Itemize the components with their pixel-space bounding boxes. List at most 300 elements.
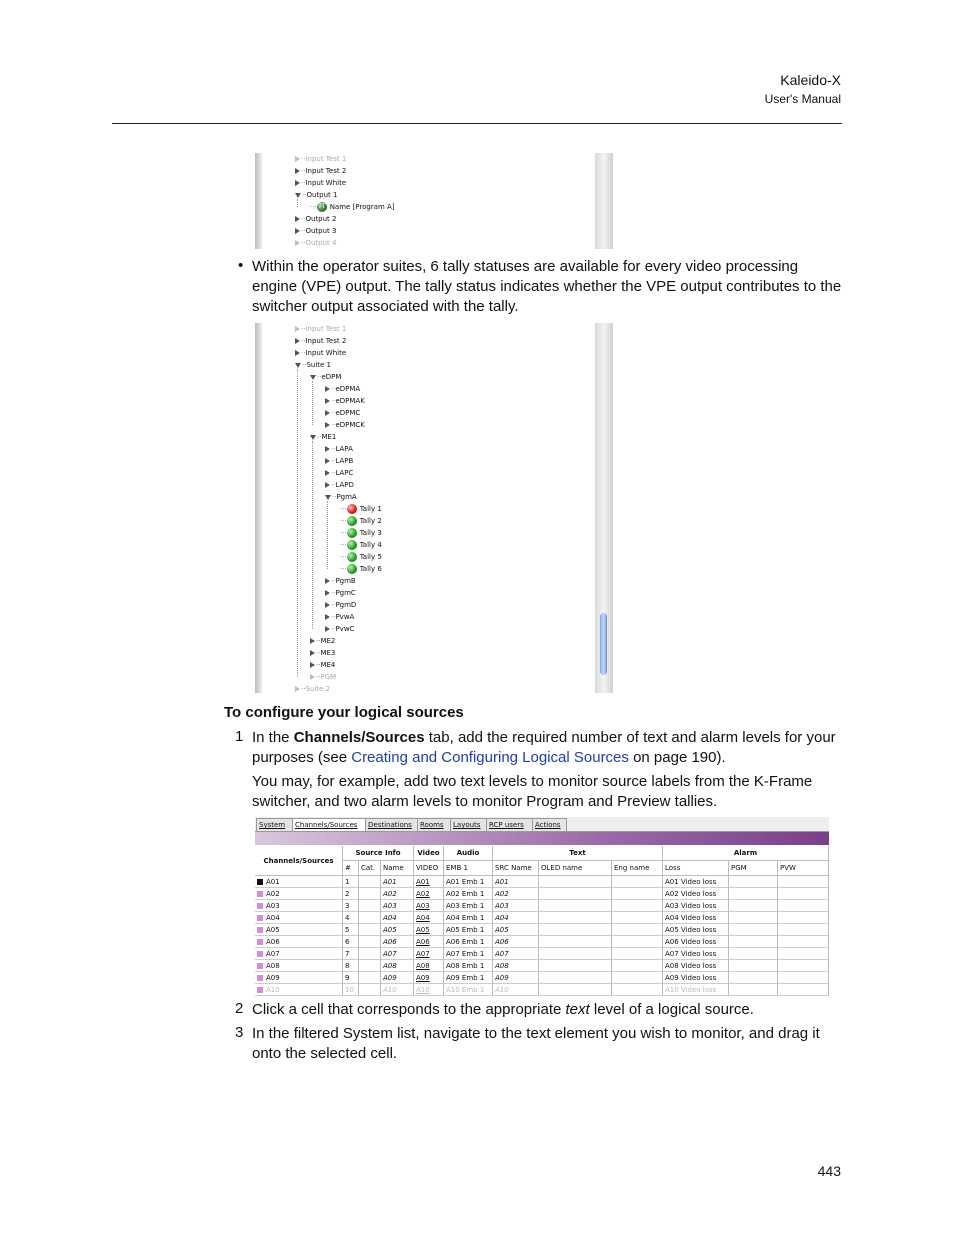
tree-node[interactable] <box>295 335 346 347</box>
tree-node-label: Tally 5 <box>359 553 382 561</box>
collapsed-arrow-icon[interactable] <box>295 326 300 332</box>
collapsed-arrow-icon[interactable] <box>325 470 330 476</box>
grid-cell-empty[interactable] <box>612 912 663 924</box>
tree-node-label: Input White <box>305 349 347 357</box>
tree-connector: ··· <box>340 565 347 573</box>
bullet-dot: • <box>238 257 244 274</box>
grid-cell-empty[interactable] <box>539 984 612 996</box>
grid-cell-n[interactable] <box>343 984 359 996</box>
grid-cell-text: A03 <box>416 902 430 910</box>
tree-left-edge <box>255 153 262 249</box>
grid-column-header[interactable]: Name <box>381 861 414 876</box>
grid-cell-emb[interactable] <box>444 960 493 972</box>
tree-scrollbar[interactable] <box>595 323 613 693</box>
grid-cell-video[interactable] <box>414 912 444 924</box>
grid-cell-name[interactable] <box>381 984 414 996</box>
grid-cell-video[interactable] <box>414 900 444 912</box>
source-color-swatch <box>257 891 263 897</box>
grid-cell-empty[interactable] <box>778 960 829 972</box>
grid-column-header[interactable]: Loss <box>663 861 729 876</box>
grid-cell-src[interactable] <box>493 876 539 888</box>
grid-column-header[interactable]: VIDEO <box>414 861 444 876</box>
collapsed-arrow-icon[interactable] <box>325 398 330 404</box>
bullet-paragraph: Within the operator suites, 6 tally statuses are available for every video processing engine (VPE) output. The tally status indicates whether the VPE output contributes to the switcher output associated with the tally. <box>252 258 842 315</box>
step-2-emphasis: text <box>565 1001 590 1018</box>
grid-cell-emb[interactable] <box>444 912 493 924</box>
grid-cell-emb[interactable] <box>444 900 493 912</box>
collapsed-arrow-icon[interactable] <box>325 578 330 584</box>
grid-cell-n[interactable] <box>343 960 359 972</box>
tree-connector: ·· <box>331 409 336 417</box>
tab-channels-sources[interactable]: Channels/Sources <box>292 818 366 831</box>
grid-cell-empty[interactable] <box>612 936 663 948</box>
grid-cell-empty[interactable] <box>539 960 612 972</box>
tree-node[interactable] <box>325 599 356 611</box>
grid-cell-empty[interactable] <box>612 888 663 900</box>
collapsed-arrow-icon[interactable] <box>310 638 315 644</box>
collapsed-arrow-icon[interactable] <box>295 228 300 234</box>
grid-column-header[interactable]: PVW <box>778 861 829 876</box>
grid-cell-text: A03 <box>383 902 397 910</box>
grid-cell-text: A03 Video loss <box>665 902 717 910</box>
grid-cell-empty[interactable] <box>359 900 381 912</box>
grid-cell-empty[interactable] <box>729 984 778 996</box>
grid-cell-src[interactable] <box>493 960 539 972</box>
tree-connector: ·· <box>316 661 321 669</box>
grid-cell-empty[interactable] <box>778 924 829 936</box>
grid-cell-empty[interactable] <box>729 900 778 912</box>
collapsed-arrow-icon[interactable] <box>310 662 315 668</box>
grid-cell-loss[interactable] <box>663 876 729 888</box>
grid-column-header[interactable]: Cat. <box>359 861 381 876</box>
tree-node[interactable] <box>295 153 346 165</box>
grid-cell-empty[interactable] <box>359 948 381 960</box>
collapsed-arrow-icon[interactable] <box>310 674 315 680</box>
tree-node[interactable] <box>310 647 335 659</box>
grid-cell-text: 7 <box>345 950 350 958</box>
tree-connector: ·· <box>331 445 336 453</box>
grid-cell-loss[interactable] <box>663 972 729 984</box>
grid-cell-loss[interactable] <box>663 984 729 996</box>
tree-node[interactable] <box>325 623 354 635</box>
grid-cell-empty[interactable] <box>778 912 829 924</box>
grid-group-header: Source Info <box>343 846 414 861</box>
tree-node[interactable] <box>295 359 331 371</box>
grid-cell-loss[interactable] <box>663 888 729 900</box>
grid-cell-empty[interactable] <box>539 948 612 960</box>
tree-node[interactable] <box>340 563 382 575</box>
grid-cell-empty[interactable] <box>359 972 381 984</box>
tree-node-label: ME1 <box>321 433 337 441</box>
grid-cell-empty[interactable] <box>612 876 663 888</box>
grid-column-header[interactable]: OLED name <box>539 861 612 876</box>
grid-cell-empty[interactable] <box>612 972 663 984</box>
grid-corner-header: Channels/Sources <box>255 846 343 876</box>
source-color-swatch <box>257 975 263 981</box>
tab-rooms[interactable]: Rooms <box>417 818 451 831</box>
step-3-text: In the filtered System list, navigate to the text element you wish to monitor, and drag it onto the selected cell. <box>252 1025 820 1062</box>
grid-cell-empty[interactable] <box>778 876 829 888</box>
collapsed-arrow-icon[interactable] <box>295 180 300 186</box>
grid-cell-name[interactable] <box>381 960 414 972</box>
grid-cell-text: A03 Emb 1 <box>446 902 485 910</box>
grid-cell-src[interactable] <box>493 972 539 984</box>
tree-node-label: PgmA <box>336 493 357 501</box>
tree-node[interactable] <box>325 395 365 407</box>
tree-node[interactable] <box>295 323 346 335</box>
grid-cell-text: A08 <box>383 962 397 970</box>
tree-node-label: PvwA <box>335 613 355 621</box>
tab-band <box>255 832 829 845</box>
grid-cell-text: A06 <box>495 938 509 946</box>
collapsed-arrow-icon[interactable] <box>325 590 330 596</box>
tab-system[interactable]: System <box>256 818 293 831</box>
grid-cell-text: A10 <box>266 986 280 994</box>
grid-cell-empty[interactable] <box>729 972 778 984</box>
grid-cell-name[interactable] <box>381 972 414 984</box>
tree-node[interactable] <box>325 575 356 587</box>
tree-node[interactable] <box>325 419 365 431</box>
grid-cell-empty[interactable] <box>359 984 381 996</box>
grid-cell-empty[interactable] <box>359 888 381 900</box>
tree-node[interactable] <box>340 527 382 539</box>
grid-cell-text: 2 <box>345 890 350 898</box>
tree-guide-line <box>297 199 298 207</box>
step-1-tab-name: Channels/Sources <box>293 729 425 746</box>
grid-cell-empty[interactable] <box>729 948 778 960</box>
grid-cell-empty[interactable] <box>612 960 663 972</box>
step-1-pre: In the <box>252 729 294 746</box>
grid-cell-text: A02 <box>416 890 430 898</box>
grid-cell-loss[interactable] <box>663 960 729 972</box>
tree-node-label: Tally 6 <box>359 565 382 573</box>
grid-cell-src[interactable] <box>493 900 539 912</box>
collapsed-arrow-icon[interactable] <box>295 686 300 692</box>
grid-cell-text: A05 <box>495 926 509 934</box>
tab-layouts[interactable]: Layouts <box>450 818 487 831</box>
grid-cell-n[interactable] <box>343 912 359 924</box>
expanded-arrow-icon[interactable] <box>325 495 331 500</box>
grid-cell-text: A04 <box>416 914 430 922</box>
tree-node[interactable] <box>310 371 341 383</box>
grid-cell-n[interactable] <box>343 900 359 912</box>
tree-node[interactable] <box>340 551 382 563</box>
grid-cell-text: A05 <box>383 926 397 934</box>
step-1-text <box>252 728 844 768</box>
tree-connector: ·· <box>331 625 336 633</box>
grid-cell-empty[interactable] <box>359 876 381 888</box>
collapsed-arrow-icon[interactable] <box>325 386 330 392</box>
grid-cell-video[interactable] <box>414 936 444 948</box>
grid-cell-emb[interactable] <box>444 876 493 888</box>
grid-cell-empty[interactable] <box>778 936 829 948</box>
grid-column-header[interactable]: SRC Name <box>493 861 539 876</box>
tally-led-icon <box>347 504 357 514</box>
tree-connector: ·· <box>301 227 306 235</box>
tree-node[interactable] <box>340 503 382 515</box>
grid-cell-name[interactable] <box>381 876 414 888</box>
grid-column-header[interactable]: EMB 1 <box>444 861 493 876</box>
tree-node[interactable] <box>325 587 356 599</box>
grid-cell-n[interactable] <box>343 972 359 984</box>
tree-node-label: LAPC <box>335 469 354 477</box>
grid-cell-text: A09 <box>495 974 509 982</box>
grid-cell-text: A06 Video loss <box>665 938 717 946</box>
grid-cell-text: A04 Video loss <box>665 914 717 922</box>
grid-cell-id[interactable] <box>255 888 343 900</box>
tree-node[interactable] <box>295 213 336 225</box>
tree-node[interactable] <box>340 515 382 527</box>
header-subtitle: User's Manual <box>764 92 841 106</box>
grid-cell-empty[interactable] <box>539 900 612 912</box>
collapsed-arrow-icon[interactable] <box>310 650 315 656</box>
grid-cell-src[interactable] <box>493 924 539 936</box>
grid-cell-empty[interactable] <box>729 912 778 924</box>
tree-connector: ·· <box>331 589 336 597</box>
grid-column-header[interactable]: Eng name <box>612 861 663 876</box>
tree-connector: ·· <box>302 361 307 369</box>
grid-cell-empty[interactable] <box>612 900 663 912</box>
grid-cell-empty[interactable] <box>778 948 829 960</box>
grid-cell-n[interactable] <box>343 936 359 948</box>
tree-node[interactable] <box>295 165 346 177</box>
tree-node[interactable] <box>325 491 357 503</box>
grid-cell-id[interactable] <box>255 960 343 972</box>
grid-cell-id[interactable] <box>255 912 343 924</box>
tree-connector: ·· <box>316 649 321 657</box>
grid-cell-text: A07 Emb 1 <box>446 950 485 958</box>
grid-cell-text: 1 <box>345 878 350 886</box>
tree-node[interactable] <box>295 237 336 249</box>
grid-cell-emb[interactable] <box>444 924 493 936</box>
tree-connector: ·· <box>316 673 321 681</box>
grid-cell-video[interactable] <box>414 960 444 972</box>
tree-connector: ··· <box>340 505 347 513</box>
grid-cell-empty[interactable] <box>778 900 829 912</box>
expanded-arrow-icon[interactable] <box>310 375 316 380</box>
grid-cell-empty[interactable] <box>539 924 612 936</box>
grid-cell-emb[interactable] <box>444 888 493 900</box>
tree-connector: ··· <box>340 529 347 537</box>
tree-node[interactable] <box>325 443 353 455</box>
grid-cell-loss[interactable] <box>663 948 729 960</box>
cross-reference-link[interactable]: Creating and Configuring Logical Sources <box>351 749 629 766</box>
grid-cell-src[interactable] <box>493 948 539 960</box>
grid-cell-text: A10 Emb 1 <box>446 986 485 994</box>
grid-cell-text: A02 <box>266 890 280 898</box>
expanded-arrow-icon[interactable] <box>295 193 301 198</box>
grid-column-header[interactable]: PGM <box>729 861 778 876</box>
tree-node-label: Output 1 <box>306 191 338 199</box>
tree-node-label: ME3 <box>320 649 336 657</box>
tree-connector: ··· <box>340 553 347 561</box>
tree-connector: ·· <box>331 457 336 465</box>
grid-cell-loss[interactable] <box>663 924 729 936</box>
collapsed-arrow-icon[interactable] <box>295 350 300 356</box>
grid-cell-empty[interactable] <box>729 876 778 888</box>
grid-cell-empty[interactable] <box>539 876 612 888</box>
grid-cell-empty[interactable] <box>729 960 778 972</box>
step-2-number: 2 <box>235 1000 244 1017</box>
grid-cell-video[interactable] <box>414 924 444 936</box>
source-color-swatch <box>257 915 263 921</box>
tree-node-label: Tally 3 <box>359 529 382 537</box>
grid-cell-empty[interactable] <box>359 924 381 936</box>
tree-connector: ·· <box>301 155 306 163</box>
grid-cell-text: A06 Emb 1 <box>446 938 485 946</box>
expanded-arrow-icon[interactable] <box>295 363 301 368</box>
tree-node[interactable] <box>325 383 360 395</box>
tree-scrollbar[interactable] <box>595 153 613 249</box>
grid-cell-empty[interactable] <box>778 888 829 900</box>
grid-cell-loss[interactable] <box>663 900 729 912</box>
tree-node[interactable] <box>340 539 382 551</box>
grid-cell-loss[interactable] <box>663 912 729 924</box>
grid-cell-empty[interactable] <box>729 936 778 948</box>
tree-node[interactable] <box>295 189 337 201</box>
source-color-swatch <box>257 951 263 957</box>
grid-cell-id[interactable] <box>255 948 343 960</box>
grid-cell-empty[interactable] <box>539 936 612 948</box>
grid-cell-id[interactable] <box>255 972 343 984</box>
source-color-swatch <box>257 939 263 945</box>
collapsed-arrow-icon[interactable] <box>325 458 330 464</box>
tree-node[interactable] <box>310 671 336 683</box>
grid-cell-emb[interactable] <box>444 972 493 984</box>
grid-cell-empty[interactable] <box>612 984 663 996</box>
grid-cell-video[interactable] <box>414 984 444 996</box>
collapsed-arrow-icon[interactable] <box>325 614 330 620</box>
grid-cell-name[interactable] <box>381 888 414 900</box>
tab-actions[interactable]: Actions <box>532 818 567 831</box>
grid-cell-emb[interactable] <box>444 984 493 996</box>
collapsed-arrow-icon[interactable] <box>325 626 330 632</box>
expanded-arrow-icon[interactable] <box>310 435 316 440</box>
collapsed-arrow-icon[interactable] <box>325 602 330 608</box>
grid-cell-n[interactable] <box>343 876 359 888</box>
collapsed-arrow-icon[interactable] <box>295 156 300 162</box>
tab-rcp-users[interactable]: RCP users <box>486 818 533 831</box>
grid-cell-n[interactable] <box>343 924 359 936</box>
grid-cell-src[interactable] <box>493 912 539 924</box>
scrollbar-thumb[interactable] <box>600 613 607 675</box>
grid-cell-src[interactable] <box>493 936 539 948</box>
grid-group-header: Audio <box>444 846 493 861</box>
tree-connector: ·· <box>331 385 336 393</box>
tab-destinations[interactable]: Destinations <box>365 818 418 831</box>
grid-cell-text: A08 <box>495 962 509 970</box>
tree-node-label: Suite 1 <box>306 361 332 369</box>
tree-node-label: PGM <box>320 673 337 681</box>
grid-cell-name[interactable] <box>381 900 414 912</box>
grid-cell-video[interactable] <box>414 948 444 960</box>
grid-cell-video[interactable] <box>414 972 444 984</box>
grid-cell-text: A09 <box>383 974 397 982</box>
tree-connector: ·· <box>301 167 306 175</box>
collapsed-arrow-icon[interactable] <box>295 168 300 174</box>
tree-connector: ·· <box>331 397 336 405</box>
grid-cell-id[interactable] <box>255 876 343 888</box>
collapsed-arrow-icon[interactable] <box>325 482 330 488</box>
grid-cell-loss[interactable] <box>663 936 729 948</box>
tree-node[interactable] <box>325 455 353 467</box>
tree-node[interactable] <box>325 407 360 419</box>
tree-node[interactable] <box>310 201 395 213</box>
tree-node[interactable] <box>325 479 354 491</box>
tree-node-label: PvwC <box>335 625 355 633</box>
grid-cell-empty[interactable] <box>612 948 663 960</box>
grid-column-header[interactable]: # <box>343 861 359 876</box>
collapsed-arrow-icon[interactable] <box>325 446 330 452</box>
tree-node[interactable] <box>295 347 346 359</box>
grid-cell-video[interactable] <box>414 876 444 888</box>
collapsed-arrow-icon[interactable] <box>295 216 300 222</box>
source-color-swatch <box>257 879 263 885</box>
grid-cell-text: A10 <box>495 986 509 994</box>
grid-cell-n[interactable] <box>343 888 359 900</box>
grid-cell-name[interactable] <box>381 912 414 924</box>
step-2-pre: Click a cell that corresponds to the appropriate <box>252 1001 566 1018</box>
grid-cell-empty[interactable] <box>359 960 381 972</box>
grid-cell-name[interactable] <box>381 924 414 936</box>
grid-cell-id[interactable] <box>255 936 343 948</box>
grid-cell-empty[interactable] <box>359 912 381 924</box>
tree-node[interactable] <box>325 467 353 479</box>
source-color-swatch <box>257 963 263 969</box>
tree-node[interactable] <box>325 611 354 623</box>
grid-cell-empty[interactable] <box>778 984 829 996</box>
collapsed-arrow-icon[interactable] <box>325 410 330 416</box>
grid-cell-src[interactable] <box>493 888 539 900</box>
grid-cell-emb[interactable] <box>444 936 493 948</box>
grid-cell-n[interactable] <box>343 948 359 960</box>
collapsed-arrow-icon[interactable] <box>295 338 300 344</box>
grid-cell-empty[interactable] <box>729 924 778 936</box>
tree-node[interactable] <box>295 225 336 237</box>
grid-cell-name[interactable] <box>381 936 414 948</box>
grid-cell-empty[interactable] <box>539 972 612 984</box>
tree-node[interactable] <box>310 431 336 443</box>
grid-cell-empty[interactable] <box>612 924 663 936</box>
header-title: Kaleido-X <box>780 72 841 88</box>
grid-cell-id[interactable] <box>255 924 343 936</box>
grid-cell-src[interactable] <box>493 984 539 996</box>
grid-cell-id[interactable] <box>255 984 343 996</box>
tree-node-label: eDPMCK <box>335 421 365 429</box>
grid-cell-id[interactable] <box>255 900 343 912</box>
tree-node[interactable] <box>310 635 335 647</box>
grid-cell-empty[interactable] <box>778 972 829 984</box>
tree-node[interactable] <box>295 683 330 695</box>
tally-led-icon <box>347 516 357 526</box>
collapsed-arrow-icon[interactable] <box>325 422 330 428</box>
tree-node[interactable] <box>295 177 346 189</box>
grid-cell-name[interactable] <box>381 948 414 960</box>
grid-cell-empty[interactable] <box>359 936 381 948</box>
grid-cell-empty[interactable] <box>539 912 612 924</box>
grid-cell-empty[interactable] <box>539 888 612 900</box>
tree-connector: ·· <box>317 433 322 441</box>
grid-cell-emb[interactable] <box>444 948 493 960</box>
grid-cell-empty[interactable] <box>729 888 778 900</box>
grid-group-header: Text <box>493 846 663 861</box>
tally-led-icon: TT <box>318 203 326 210</box>
collapsed-arrow-icon[interactable] <box>295 240 300 246</box>
tree-node[interactable] <box>310 659 335 671</box>
tree-connector: ·· <box>317 373 322 381</box>
procedure-heading: To configure your logical sources <box>224 704 464 721</box>
grid-cell-video[interactable] <box>414 888 444 900</box>
